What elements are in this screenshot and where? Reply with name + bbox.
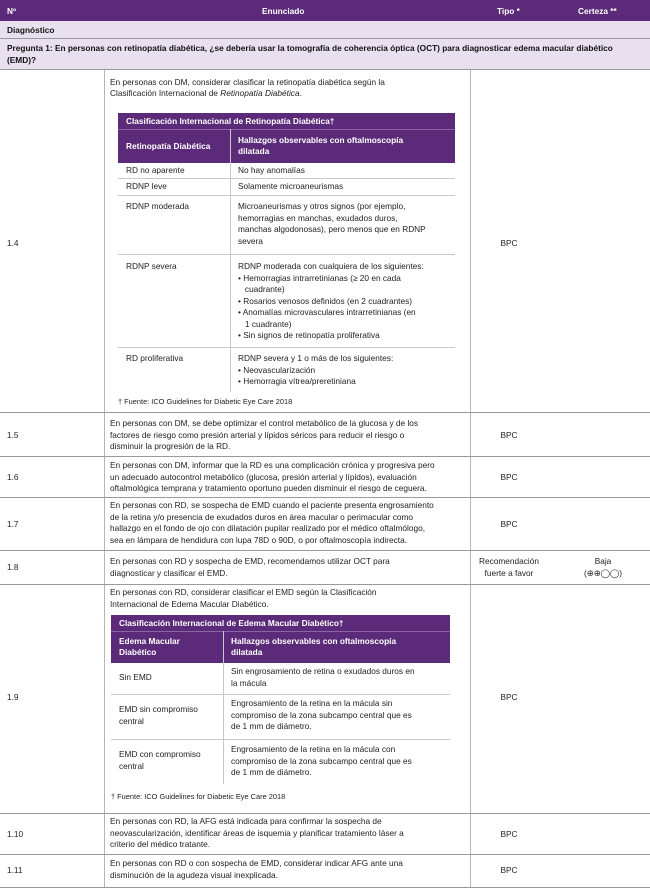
row-statement-text: Clasificación Internacional de	[110, 88, 221, 98]
rd-classification-table	[118, 113, 455, 409]
rd-row-finding: • Anomalías microvasculares intrarretinianas (en	[238, 307, 416, 317]
rd-row-finding: manchas algodonosas), pero menos que en RDNP	[238, 224, 426, 234]
row-type: BPC	[500, 692, 518, 702]
row-statement-line: factores de riesgo como presión arterial y lípidos séricos para reducir el riesgo o	[110, 429, 405, 440]
emd-row-label: central	[119, 760, 144, 771]
rd-table-col2-line: Hallazgos observables con oftalmoscopía	[238, 135, 404, 145]
row-statement-line: En personas con RD, considerar clasificar el EMD según la Clasificación	[110, 587, 377, 597]
rd-table-source: † Fuente: ICO Guidelines for Diabetic Eye Care 2018	[118, 397, 293, 406]
row-statement-line: En personas con DM, se debe optimizar el control metabólico de la glucosa y de los	[110, 418, 419, 428]
row-statement-line: En personas con RD, la AFG está indicada para confirmar la sospecha de	[110, 816, 382, 826]
row-number: 1.7	[7, 519, 19, 529]
header-col-statement: Enunciado	[262, 6, 305, 16]
emd-row-finding: Engrosamiento de la retina en la mácula sin	[231, 698, 393, 708]
emd-row-label: Sin EMD	[119, 672, 152, 682]
table-row	[0, 855, 650, 888]
row-number: 1.4	[7, 238, 19, 248]
row-statement-line: sea en lámpara de hendidura con lupa 78D o 90D, o por oftalmoscopía indirecta.	[110, 534, 408, 545]
row-statement-line: oftalmológica temprana y tratamiento oportuno pueden disminuir el riesgo de ceguera.	[110, 483, 427, 493]
emd-row-finding: Engrosamiento de la retina en la mácula con	[231, 744, 396, 754]
rd-row-finding: Solamente microaneurismas	[238, 181, 344, 191]
rd-row-finding: • Rosarios venosos definidos (en 2 cuadrantes)	[238, 295, 413, 306]
rd-row-finding: RDNP moderada con cualquiera de los siguientes:	[238, 261, 424, 271]
question-row	[0, 39, 650, 69]
table-row	[0, 498, 650, 550]
rd-table-col2-line: dilatada	[238, 146, 270, 156]
row-statement-italic: Retinopatía Diabética	[220, 88, 300, 98]
emd-classification-table	[111, 615, 450, 805]
section-title: Diagnóstico	[7, 25, 55, 35]
row-number: 1.5	[7, 430, 19, 440]
row-number: 1.9	[7, 692, 19, 702]
row-statement-line: En personas con DM, considerar clasificar la retinopatía diabética según la	[110, 77, 385, 87]
emd-row-finding: Sin engrosamiento de retina o exudados duros en	[231, 666, 415, 676]
row-statement-line: hallazgo en el fondo de ojo con dilatación pupilar realizado por el médico oftalmólogo,	[110, 523, 426, 533]
rd-table-col1: Retinopatía Diabética	[126, 141, 211, 151]
emd-table-col2-line: dilatada	[231, 647, 263, 657]
row-type-line: Recomendación	[479, 556, 539, 566]
emd-row-label: EMD con compromiso	[119, 749, 201, 759]
emd-table-row	[111, 662, 450, 695]
rd-row-label: RD proliferativa	[126, 353, 184, 363]
row-statement-line: disminución de la agudeza visual inexplicada.	[110, 869, 278, 880]
row-type: BPC	[500, 238, 518, 248]
row-statement-line: criterio del médico tratante.	[110, 839, 211, 849]
rd-table-header	[118, 129, 455, 163]
row-type: BPC	[500, 865, 518, 875]
row-statement-line: En personas con DM, informar que la RD es una complicación crónica y progresiva pero	[110, 460, 435, 470]
emd-table-row	[111, 694, 450, 740]
header-col-type: Tipo *	[497, 6, 520, 16]
table-row	[0, 814, 650, 854]
rd-row-label: RDNP leve	[126, 181, 167, 191]
table-row	[0, 70, 650, 412]
table-row	[0, 551, 650, 584]
rd-table-row	[118, 178, 455, 196]
table-row	[0, 585, 650, 813]
rd-table-row	[118, 254, 455, 348]
section-row	[0, 21, 650, 38]
row-statement-text: .	[299, 88, 302, 98]
emd-table-source: † Fuente: ICO Guidelines for Diabetic Eye Care 2018	[111, 792, 286, 801]
rd-row-finding: severa	[238, 235, 263, 246]
row-type: BPC	[500, 472, 518, 482]
row-type: BPC	[500, 829, 518, 839]
row-statement-line	[110, 88, 302, 100]
rd-row-finding: 1 cuadrante)	[238, 318, 292, 329]
rd-row-label: RD no aparente	[126, 165, 185, 175]
row-statement-line: Internacional de Edema Macular Diabético.	[110, 598, 269, 609]
rd-row-label: RDNP moderada	[126, 201, 190, 211]
header-col-certainty: Certeza **	[578, 6, 617, 16]
emd-row-finding: compromiso de la zona subcampo central que es	[231, 709, 412, 720]
row-statement-line: un adecuado autocontrol metabólico (glucosa, presión arterial y lípidos), evaluación	[110, 471, 417, 482]
emd-table-col1-line: Edema Macular	[119, 636, 180, 646]
emd-row-finding: compromiso de la zona subcampo central que es	[231, 755, 412, 766]
rd-row-finding: • Sin signos de retinopatía proliferativa	[238, 330, 380, 340]
rd-row-finding: • Hemorragia vítrea/preretiniana	[238, 376, 356, 386]
rd-row-finding: cuadrante)	[238, 284, 285, 294]
row-type: BPC	[500, 430, 518, 440]
row-statement-line: En personas con RD, se sospecha de EMD cuando el paciente presenta engrosamiento	[110, 500, 434, 510]
row-number: 1.6	[7, 472, 19, 482]
row-number: 1.11	[7, 865, 23, 875]
rd-row-finding: hemorragias en manchas, exudados duros,	[238, 212, 398, 223]
header-col-num: Nº	[7, 6, 17, 16]
row-number: 1.8	[7, 562, 19, 572]
emd-row-finding: de 1 mm de diámetro.	[231, 721, 312, 731]
rd-row-finding: Microaneurismas y otros signos (por ejemplo,	[238, 201, 406, 211]
rd-table-row	[118, 347, 455, 392]
emd-table-col2-line: Hallazgos observables con oftalmoscopía	[231, 636, 397, 646]
rd-row-finding: No hay anomalías	[238, 165, 305, 175]
rd-row-finding: • Hemorragias intrarretinianas (≥ 20 en cada	[238, 272, 401, 283]
table-row	[0, 457, 650, 497]
emd-table-row	[111, 739, 450, 784]
emd-table-title: Clasificación Internacional de Edema Macular Diabético†	[111, 615, 450, 631]
table-row	[0, 413, 650, 456]
emd-row-finding: de 1 mm de diámetro.	[231, 767, 312, 777]
row-statement-line: neovascularización, identificar áreas de isquemia y planificar tratamiento láser a	[110, 827, 404, 838]
row-statement-line: diagnosticar y clasificar el EMD.	[110, 567, 228, 578]
question-title: Pregunta 1: En personas con retinopatía diabética, ¿se debería usar la tomografía de coherencia óptica (OCT) para diagnosticar edema macular diabético (EMD)?	[7, 43, 613, 65]
rd-table-row	[118, 162, 455, 179]
emd-table-col1-line: Diabético	[119, 647, 157, 657]
emd-row-label: central	[119, 715, 144, 726]
emd-row-finding: la mácula	[231, 677, 267, 688]
row-statement-line: En personas con RD y sospecha de EMD, recomendamos utilizar OCT para	[110, 556, 390, 566]
rd-table-row	[118, 195, 455, 255]
rd-row-finding: RDNP severa y 1 o más de los siguientes:	[238, 353, 394, 363]
rd-row-label: RDNP severa	[126, 261, 177, 271]
row-statement-line: de la retina y/o presencia de exudados duros en área macular o perimacular como	[110, 511, 414, 522]
row-statement-line: disminuir la progresión de la RD.	[110, 441, 231, 451]
row-type: BPC	[500, 519, 518, 529]
row-certainty-line: Baja	[594, 556, 612, 566]
rd-table-title: Clasificación Internacional de Retinopatía Diabética†	[118, 113, 455, 129]
row-certainty-line: (⊕⊕◯◯)	[583, 567, 622, 578]
row-number: 1.10	[7, 829, 24, 839]
emd-row-label: EMD sin compromiso	[119, 704, 198, 714]
table-header	[0, 0, 650, 21]
row-type-line: fuerte a favor	[484, 567, 534, 578]
row-statement-line: En personas con RD o con sospecha de EMD, considerar indicar AFG ante una	[110, 858, 403, 868]
emd-table-header	[111, 631, 450, 663]
rd-row-finding: • Neovascularización	[238, 364, 316, 375]
